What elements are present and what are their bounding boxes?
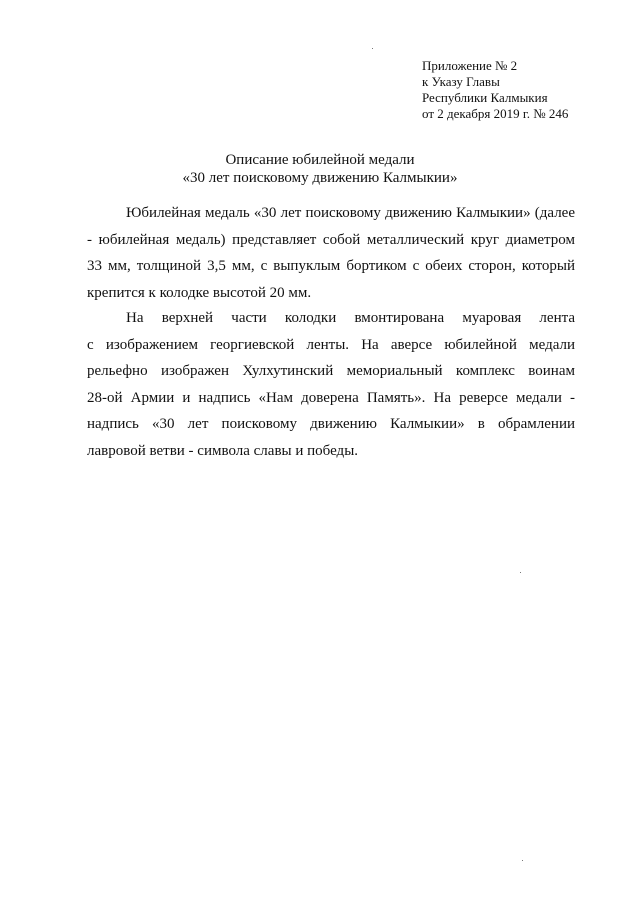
paragraph-line: с изображением георгиевской ленты. На аверсе юбилейной медали bbox=[87, 336, 575, 353]
paragraph-line: надпись «30 лет поисковому движению Калмыкии» в обрамлении bbox=[87, 416, 575, 432]
appendix-republic: Республики Калмыкия bbox=[422, 90, 548, 105]
appendix-decree-reference: к Указу Главы bbox=[422, 74, 500, 89]
appendix-number: Приложение № 2 bbox=[422, 58, 518, 73]
scan-speck bbox=[372, 48, 373, 49]
scan-speck bbox=[520, 572, 521, 573]
paragraph-line: лавровой ветви - символа славы и победы. bbox=[87, 442, 359, 459]
document-title bbox=[0, 151, 640, 187]
title-line: «30 лет поисковому движению Калмыкии» bbox=[182, 170, 458, 186]
paragraph-medal-description bbox=[87, 200, 575, 306]
paragraph-line: На верхней части колодки вмонтирована муаровая лента bbox=[126, 310, 575, 326]
paragraph-line: 28-ой Армии и надпись «Нам доверена Память». На реверсе медали - bbox=[87, 389, 575, 406]
scan-speck bbox=[522, 860, 523, 861]
appendix-date: от 2 декабря 2019 г. № 246 bbox=[422, 106, 569, 121]
paragraph-line: - юбилейная медаль) представляет собой металлический круг диаметром bbox=[87, 231, 575, 248]
paragraph-line: Юбилейная медаль «30 лет поисковому движению Калмыкии» (далее bbox=[126, 205, 575, 221]
paragraph-line: рельефно изображен Хулхутинский мемориальный комплекс воинам bbox=[87, 363, 575, 379]
appendix-header bbox=[422, 58, 568, 122]
paragraph-line: 33 мм, толщиной 3,5 мм, с выпуклым бортиком с обеих сторон, который bbox=[87, 258, 575, 274]
title-line: Описание юбилейной медали bbox=[225, 152, 415, 168]
paragraph-medal-design bbox=[87, 305, 575, 464]
paragraph-line: крепится к колодке высотой 20 мм. bbox=[87, 284, 312, 301]
